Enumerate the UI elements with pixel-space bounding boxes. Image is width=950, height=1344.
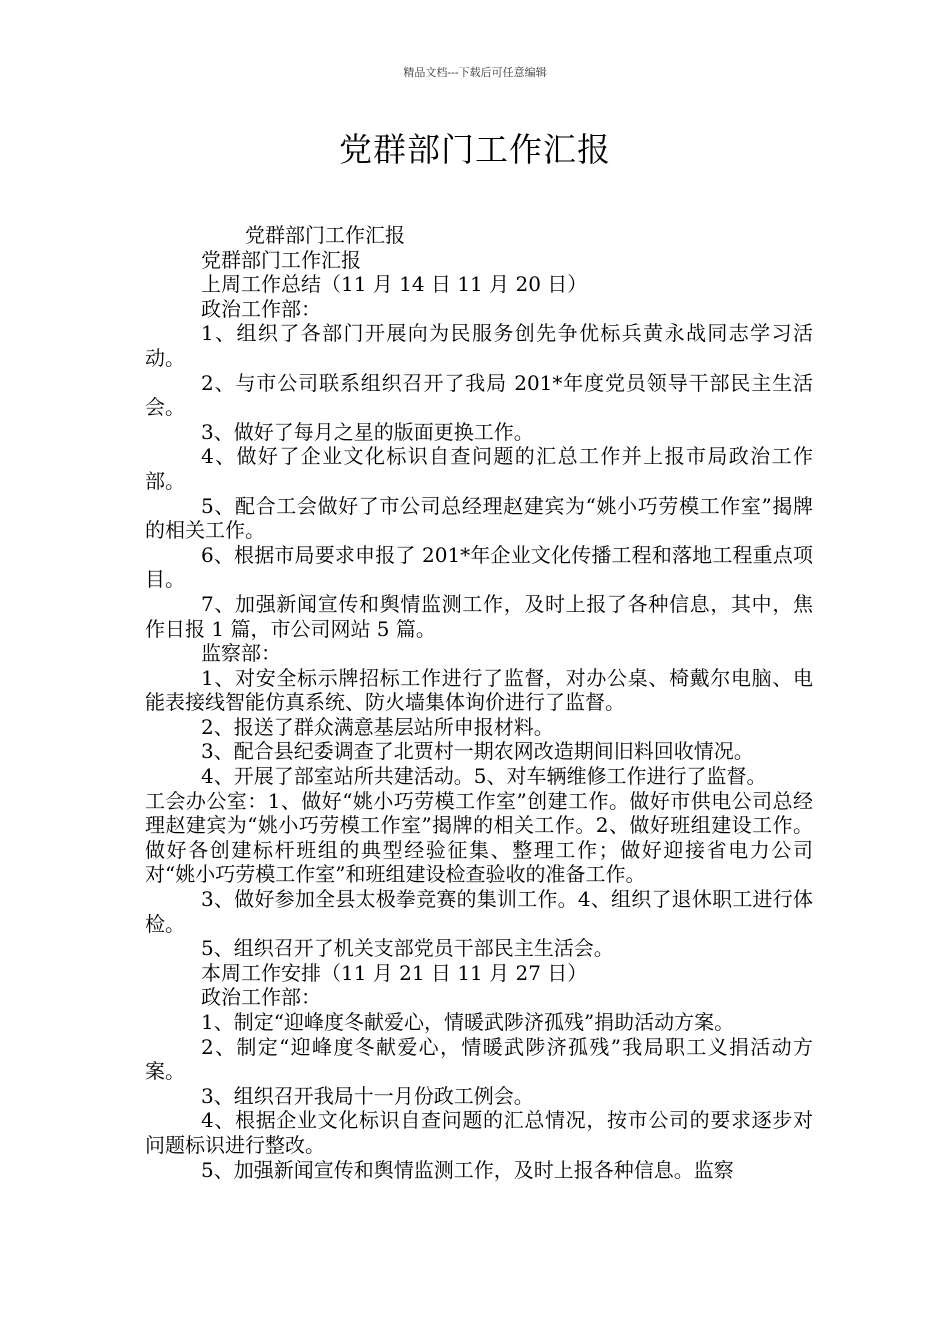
body-paragraph: 工会办公室：1、做好“姚小巧劳模工作室”创建工作。做好市供电公司总经理赵建宾为“姚小巧劳模工作室”揭牌的相关工作。2、做好班组建设工作。做好各创建标杆班组的典型经验征集、整理工作；做好迎接省电力公司对“姚小巧劳模工作室”和班组建设检查验收的准备工作。 (145, 788, 813, 887)
body-paragraph: 1、组织了各部门开展向为民服务创先争优标兵黄永战同志学习活动。 (145, 321, 813, 370)
body-paragraph: 4、开展了部室站所共建活动。5、对车辆维修工作进行了监督。 (201, 764, 767, 789)
body-paragraph: 3、做好了每月之星的版面更换工作。 (201, 419, 534, 444)
body-paragraph: 党群部门工作汇报 (201, 247, 361, 272)
body-paragraph: 5、配合工会做好了市公司总经理赵建宾为“姚小巧劳模工作室”揭牌的相关工作。 (145, 493, 813, 543)
body-paragraph: 上周工作总结（11 月 14 日 11 月 20 日） (201, 272, 588, 297)
body-paragraph: 监察部： (201, 641, 281, 666)
document-body (145, 223, 813, 1182)
body-paragraph: 3、配合县纪委调查了北贾村一期农网改造期间旧料回收情况。 (201, 739, 754, 764)
body-paragraph: 党群部门工作汇报 (245, 223, 405, 247)
body-paragraph: 6、根据市局要求申报了 201*年企业文化传播工程和落地工程重点项目。 (145, 542, 813, 592)
body-paragraph: 5、加强新闻宣传和舆情监测工作，及时上报各种信息。监察 (201, 1157, 734, 1182)
header-note: 精品文档---下载后可任意编辑 (403, 66, 547, 79)
body-paragraph: 3、组织召开我局十一月份政工例会。 (201, 1083, 534, 1108)
body-paragraph: 1、制定“迎峰度冬献爱心，情暖武陟济孤残”捐助活动方案。 (201, 1010, 735, 1034)
body-paragraph: 7、加强新闻宣传和舆情监测工作，及时上报了各种信息，其中，焦作日报 1 篇，市公司网站 5 篇。 (145, 591, 813, 641)
body-paragraph: 政治工作部： (201, 296, 321, 321)
body-paragraph: 4、根据企业文化标识自查问题的汇总情况，按市公司的要求逐步对问题标识进行整改。 (145, 1108, 813, 1157)
body-paragraph: 2、与市公司联系组织召开了我局 201*年度党员领导干部民主生活会。 (145, 370, 813, 420)
body-paragraph: 4、做好了企业文化标识自查问题的汇总工作并上报市局政治工作部。 (145, 444, 813, 493)
body-paragraph: 本周工作安排（11 月 21 日 11 月 27 日） (201, 960, 588, 985)
body-paragraph: 3、做好参加全县太极拳竞赛的集训工作。4、组织了退休职工进行体检。 (145, 887, 813, 936)
body-paragraph: 2、制定“迎峰度冬献爱心，情暖武陟济孤残”我局职工义捐活动方案。 (145, 1034, 813, 1084)
body-paragraph: 2、报送了群众满意基层站所申报材料。 (201, 714, 554, 739)
body-paragraph: 5、组织召开了机关支部党员干部民主生活会。 (201, 936, 614, 961)
document-title: 党群部门工作汇报 (339, 130, 611, 169)
body-paragraph: 1、对安全标示牌招标工作进行了监督，对办公桌、椅戴尔电脑、电能表接线智能仿真系统、防火墙集体询价进行了监督。 (145, 665, 813, 715)
body-paragraph: 政治工作部： (201, 985, 321, 1010)
